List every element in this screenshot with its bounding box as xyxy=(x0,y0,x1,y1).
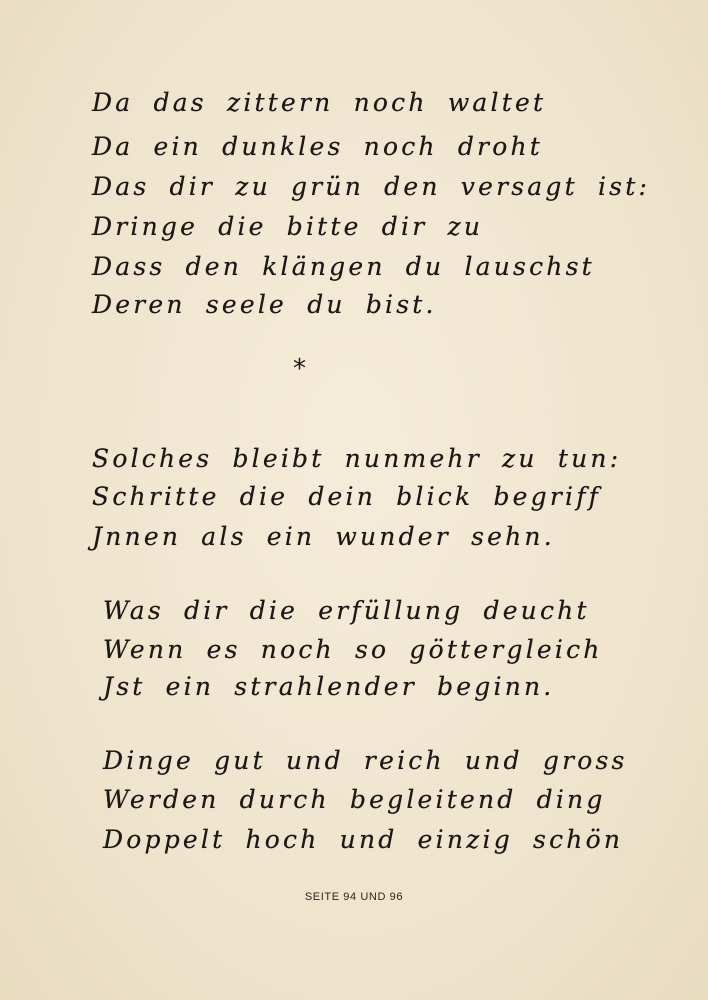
verse-line: Da ein dunkles noch droht xyxy=(92,132,544,161)
verse-line: Dinge gut und reich und gross xyxy=(103,746,628,775)
asterisk-separator: * xyxy=(293,354,306,384)
verse-line: Dringe die bitte dir zu xyxy=(92,212,484,241)
verse-line: Doppelt hoch und einzig schön xyxy=(103,825,624,854)
page-reference-footer: SEITE 94 UND 96 xyxy=(304,891,404,903)
verse-line: Was dir die erfüllung deucht xyxy=(103,596,590,625)
verse-line: Wenn es noch so göttergleich xyxy=(103,635,603,664)
verse-line: Schritte die dein blick begriff xyxy=(92,482,602,511)
verse-line: Da das zittern noch waltet xyxy=(92,88,547,117)
verse-line: Dass den klängen du lauschst xyxy=(92,252,595,281)
verse-line: Solches bleibt nunmehr zu tun: xyxy=(92,444,622,473)
verse-line: Jst ein strahlender beginn. xyxy=(103,672,555,701)
verse-line: Das dir zu grün den versagt ist: xyxy=(92,172,651,201)
verse-line: Werden durch begleitend ding xyxy=(103,785,606,814)
verse-line: Jnnen als ein wunder sehn. xyxy=(92,522,555,551)
verse-line: Deren seele du bist. xyxy=(92,290,437,319)
